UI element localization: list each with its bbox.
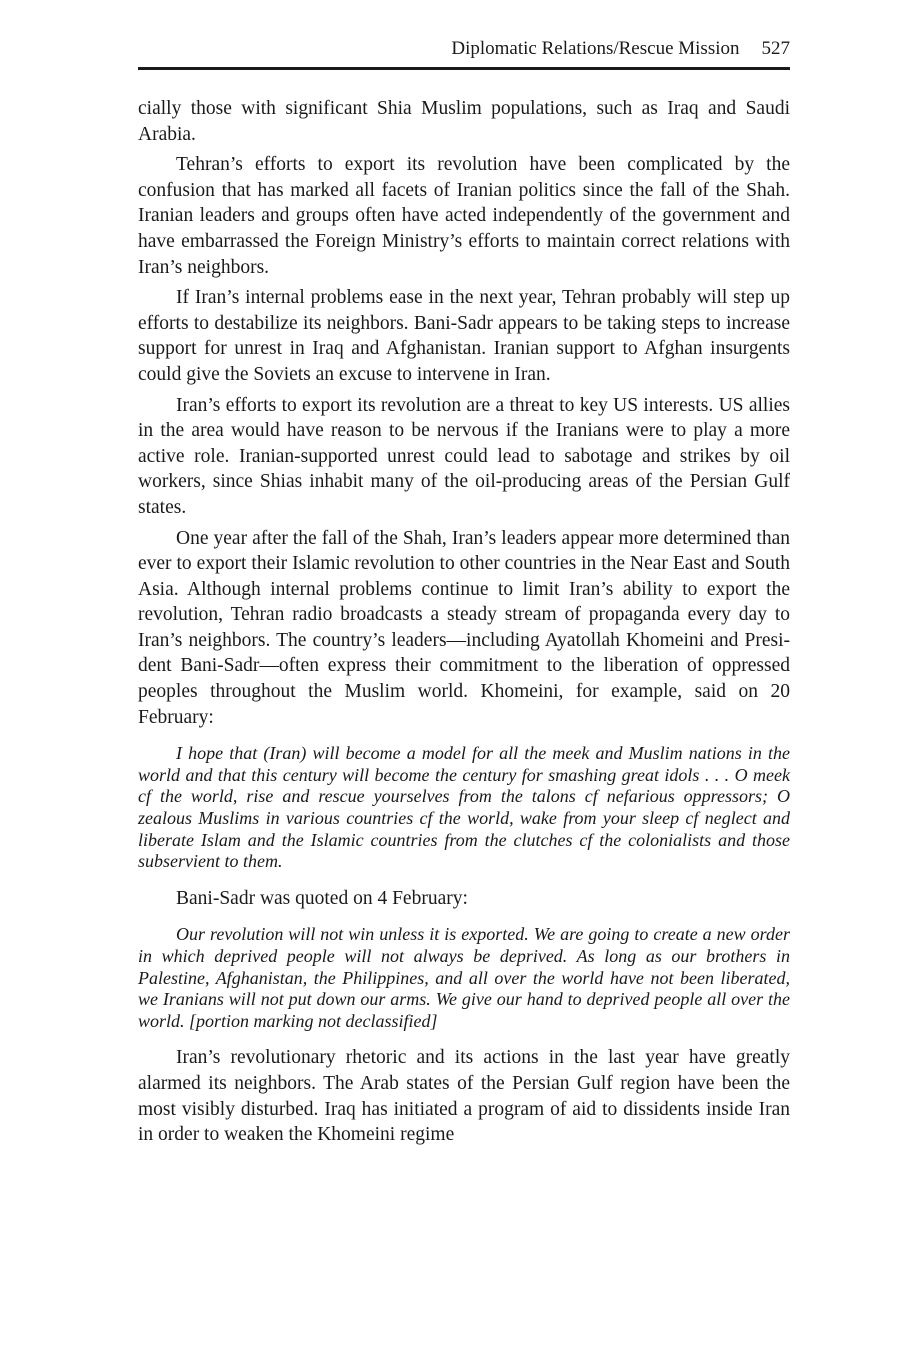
paragraph-closing: Iran’s revolutionary rhetoric and its actions in the last year have greatly alarmed its neighbors. The Arab states of the Persian Gulf region have been the most visibly disturbed. Iraq has initiated a program of aid to dissidents inside Iran in order to weaken the Khomeini regime — [138, 1047, 790, 1146]
running-title: Diplomatic Relations/Rescue Mission — [451, 38, 740, 59]
paragraph: If Iran’s internal problems ease in the next year, Tehran probably will step up efforts to destabilize its neighbors. Bani-Sadr appears to be taking steps to increase support for unrest in Iraq and Afghanistan. Iranian support to Afghan insurgents could give the Soviets an excuse to intervene in Iran. — [138, 287, 790, 385]
block-quote-bani-sadr: Our revolution will not win unless it is exported. We are going to create a new order in which deprived people will not always be deprived. As long as our brothers in Palestine, Afghanistan, the Philippines, and all over the world have not been liberated, we Iranians will not put down our arms. We give our hand to deprived people all over the world. [portion marking not declassified] — [138, 924, 790, 1031]
body-text — [138, 96, 790, 1148]
paragraph: One year after the fall of the Shah, Iran’s leaders appear more determined than ever to export their Islamic revolution to other countries in the Near East and South Asia. Although internal problems continue to limit Iran’s ability to export the revolution, Tehran radio broadcasts a steady stream of propaganda every day to Iran’s neighbors. The country’s leaders—including Ayatollah Khomeini and President Bani-Sadr—often express their commitment to the liberation of oppressed peoples throughout the Muslim world. Khomeini, for example, said on 20 February: — [138, 527, 790, 728]
paragraph: Iran’s efforts to export its revolution are a threat to key US interests. US allies in the area would have reason to be nervous if the Iranians were to play a more active role. Iranian-supported unrest could lead to sabotage and strikes by oil workers, since Shias inhabit many of the oil-producing areas of the Persian Gulf states. — [138, 394, 790, 518]
document-page — [138, 36, 790, 1153]
quote-lead-in: Bani-Sadr was quoted on 4 February: — [176, 887, 468, 909]
paragraph-continuation: cially those with significant Shia Muslim populations, such as Iraq and Saudi Arabia. — [138, 98, 790, 145]
page-number: 527 — [761, 38, 790, 59]
paragraph: Tehran’s efforts to export its revolution have been complicated by the confusion that has marked all facets of Iranian politics since the fall of the Shah. Iranian leaders and groups often have acted independently of the government and have embarrassed the Foreign Ministry’s efforts to maintain correct relations with Iran’s neighbors. — [138, 154, 790, 278]
block-quote-khomeini: I hope that (Iran) will become a model for all the meek and Muslim nations in the world and that this century will become the century for smashing great idols . . . O meek cf the world, rise and rescue yourselves from the talons cf nefarious oppressors; O zealous Muslims in various countries cf the world, wake from your sleep cf neglect and liberate Islam and the Islamic countries from the clutches cf the colonialists and those subservient to them. — [138, 743, 790, 872]
running-header — [138, 36, 790, 70]
